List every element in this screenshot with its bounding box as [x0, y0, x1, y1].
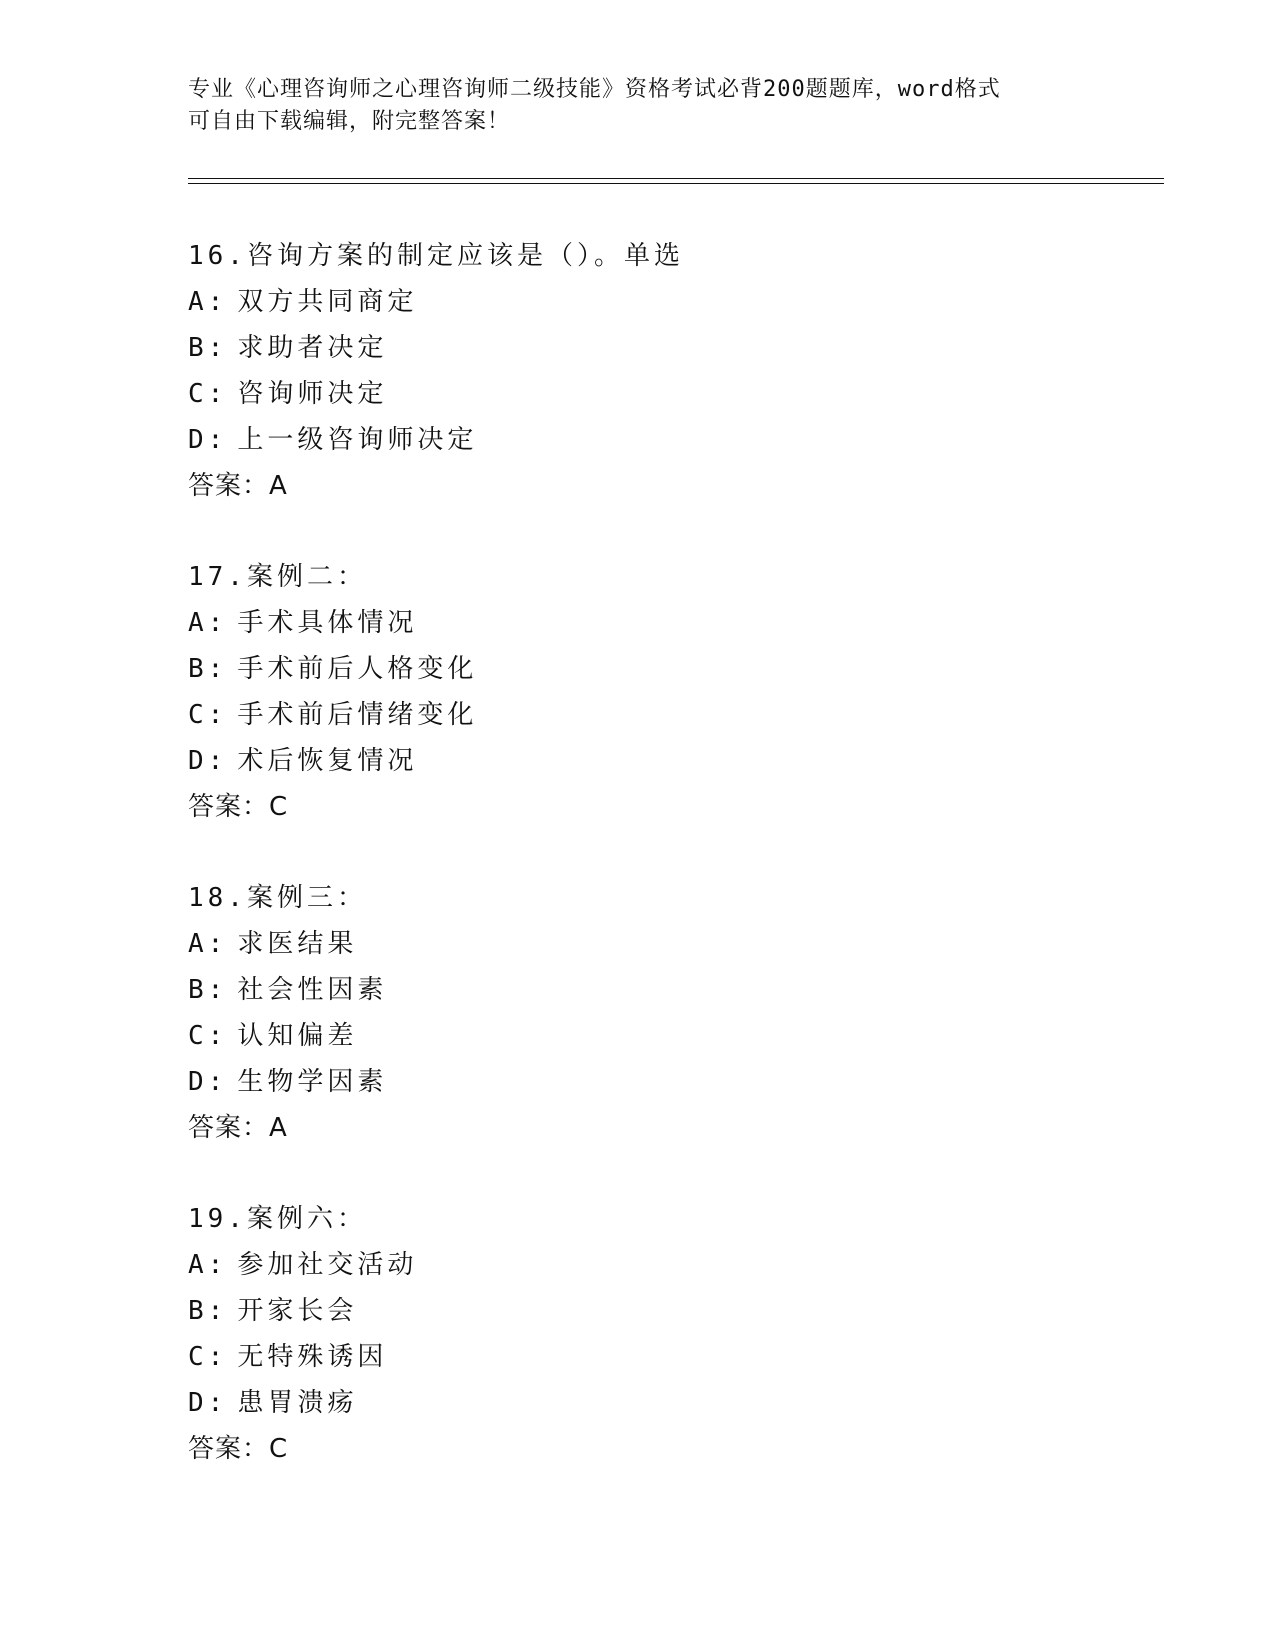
option-letter: C: [188, 1342, 228, 1372]
option-letter: D: [188, 1067, 228, 1097]
option-d [188, 1380, 1148, 1426]
option-letter: A: [188, 929, 228, 959]
question-stem: 16.咨询方案的制定应该是（）。单选 [188, 241, 684, 271]
option-letter: B: [188, 1296, 228, 1326]
option-letter: C: [188, 700, 228, 730]
option-letter: A: [188, 1250, 228, 1280]
option-text: 咨询师决定 [237, 379, 388, 409]
header-divider-top [188, 178, 1164, 179]
question-18 [188, 875, 1148, 1151]
header-line-2: 可自由下载编辑，附完整答案！ [188, 109, 511, 134]
option-letter: A: [188, 608, 228, 638]
option-letter: D: [188, 746, 228, 776]
option-letter: C: [188, 1021, 228, 1051]
option-b [188, 967, 1148, 1013]
option-b [188, 1288, 1148, 1334]
option-a [188, 279, 1148, 325]
answer-line: 答案：C [188, 1434, 289, 1464]
option-text: 手术前后情绪变化 [237, 700, 478, 730]
option-c [188, 692, 1148, 738]
option-text: 手术前后人格变化 [237, 654, 478, 684]
answer-line: 答案：A [188, 471, 288, 501]
question-16 [188, 233, 1148, 509]
option-text: 认知偏差 [237, 1021, 358, 1051]
option-b [188, 325, 1148, 371]
answer-line: 答案：A [188, 1113, 288, 1143]
header-divider-bottom [188, 183, 1164, 184]
option-text: 无特殊诱因 [237, 1342, 388, 1372]
question-list [188, 233, 1148, 1517]
option-letter: B: [188, 333, 228, 363]
option-a [188, 921, 1148, 967]
option-c [188, 371, 1148, 417]
option-text: 社会性因素 [237, 975, 388, 1005]
option-text: 生物学因素 [237, 1067, 388, 1097]
option-d [188, 738, 1148, 784]
option-letter: D: [188, 1388, 228, 1418]
option-letter: B: [188, 654, 228, 684]
option-text: 开家长会 [237, 1296, 358, 1326]
answer-line: 答案：C [188, 792, 289, 822]
option-c [188, 1013, 1148, 1059]
option-text: 手术具体情况 [237, 608, 418, 638]
option-text: 术后恢复情况 [237, 746, 418, 776]
option-text: 双方共同商定 [237, 287, 418, 317]
option-letter: B: [188, 975, 228, 1005]
option-d [188, 1059, 1148, 1105]
option-letter: D: [188, 425, 228, 455]
question-stem: 18.案例三： [188, 883, 367, 913]
header-line-1: 专业《心理咨询师之心理咨询师二级技能》资格考试必背200题题库，word格式 [188, 77, 1001, 102]
question-19 [188, 1196, 1148, 1472]
option-text: 参加社交活动 [237, 1250, 418, 1280]
option-b [188, 646, 1148, 692]
option-d [188, 417, 1148, 463]
document-header [188, 74, 1088, 138]
option-text: 患胃溃疡 [237, 1388, 358, 1418]
question-17 [188, 554, 1148, 830]
option-a [188, 1242, 1148, 1288]
question-stem: 19.案例六： [188, 1204, 367, 1234]
option-text: 上一级咨询师决定 [237, 425, 478, 455]
option-letter: C: [188, 379, 228, 409]
option-c [188, 1334, 1148, 1380]
option-letter: A: [188, 287, 228, 317]
option-a [188, 600, 1148, 646]
option-text: 求医结果 [237, 929, 358, 959]
option-text: 求助者决定 [237, 333, 388, 363]
question-stem: 17.案例二： [188, 562, 367, 592]
